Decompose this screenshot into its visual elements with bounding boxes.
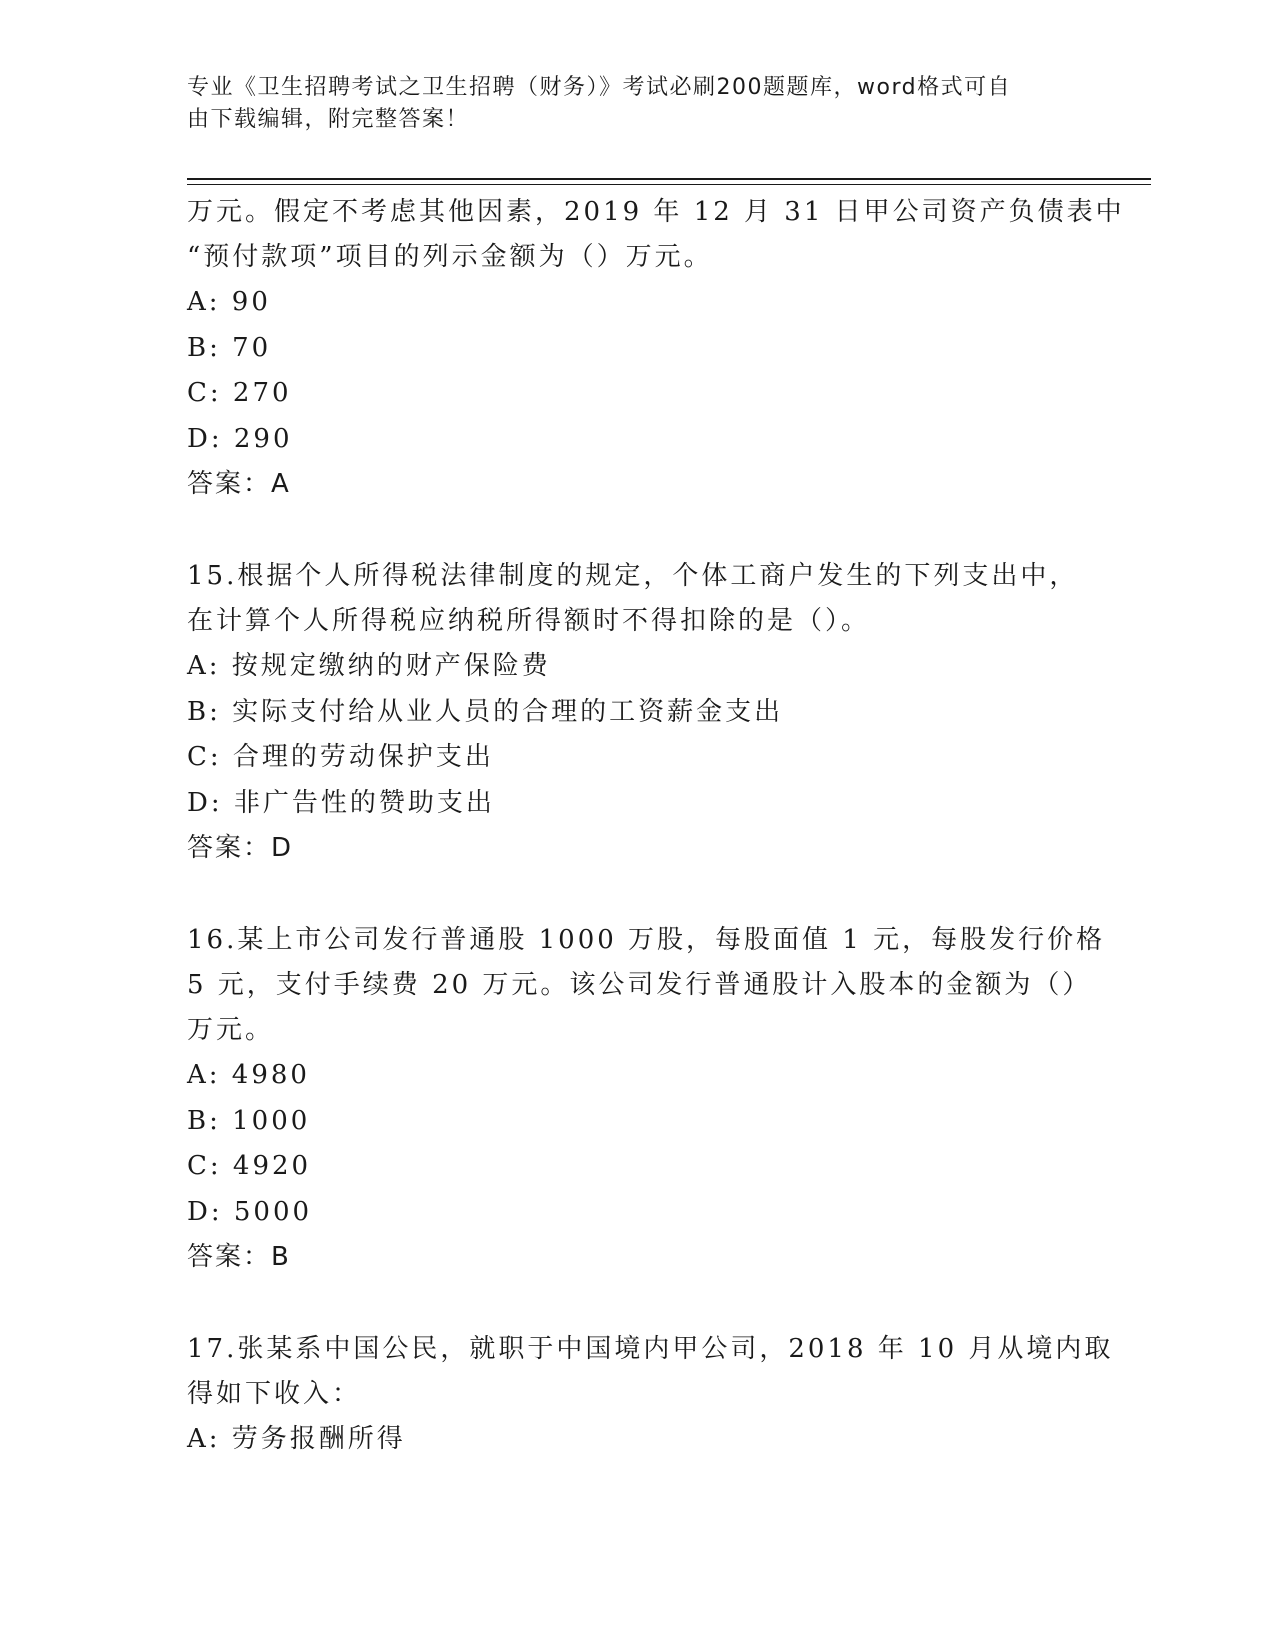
question-block — [187, 554, 1087, 871]
question-stem-line: 5 元，支付手续费 20 万元。该公司发行普通股计入股本的金额为（） — [187, 970, 1092, 1000]
option-b: B: 1000 — [187, 1105, 311, 1136]
option-d: D: 5000 — [187, 1196, 313, 1227]
question-block — [187, 918, 1106, 1280]
header-divider-thin — [187, 184, 1151, 185]
option-a: A: 劳务报酬所得 — [187, 1424, 406, 1454]
spacer — [187, 507, 1087, 554]
option-c: C: 270 — [187, 378, 292, 408]
option-d: D: 非广告性的赞助支出 — [187, 787, 495, 818]
question-stem-line: 15.根据个人所得税法律制度的规定，个体工商户发生的下列支出中， — [187, 561, 1079, 591]
question-stem-line: 17.张某系中国公民，就职于中国境内甲公司，2018 年 10 月从境内取 — [187, 1334, 1114, 1364]
answer-line: 答案：A — [187, 469, 291, 499]
question-stem-line: “预付款项”项目的列示金额为（）万元。 — [187, 242, 713, 272]
header-divider-thick — [187, 178, 1151, 180]
option-c: C: 4920 — [187, 1151, 312, 1181]
answer-line: 答案：D — [187, 833, 294, 863]
answer-line: 答案：B — [187, 1242, 291, 1272]
question-stem-line: 万元。假定不考虑其他因素，2019 年 12 月 31 日甲公司资产负债表中 — [187, 197, 1125, 227]
document-header — [187, 72, 1077, 136]
question-block — [187, 190, 1125, 507]
question-stem-line: 万元。 — [187, 1015, 275, 1045]
document-body — [187, 190, 1125, 1463]
option-b: B: 70 — [187, 332, 272, 363]
question-stem-line: 得如下收入： — [187, 1379, 362, 1409]
header-line-1: 专业《卫生招聘考试之卫生招聘（财务）》考试必刷200题题库，word格式可自 — [187, 75, 1012, 100]
option-a: A: 90 — [187, 287, 271, 317]
option-c: C: 合理的劳动保护支出 — [187, 742, 494, 772]
spacer — [187, 1280, 1087, 1327]
question-stem-line: 16.某上市公司发行普通股 1000 万股，每股面值 1 元，每股发行价格 — [187, 925, 1106, 955]
header-line-2: 由下载编辑，附完整答案！ — [187, 107, 470, 132]
option-a: A: 4980 — [187, 1060, 310, 1090]
option-a: A: 按规定缴纳的财产保险费 — [187, 651, 551, 681]
option-b: B: 实际支付给从业人员的合理的工资薪金支出 — [187, 696, 784, 727]
question-stem-line: 在计算个人所得税应纳税所得额时不得扣除的是（）。 — [187, 606, 871, 636]
spacer — [187, 871, 1087, 918]
option-d: D: 290 — [187, 423, 293, 454]
question-block — [187, 1327, 1114, 1463]
